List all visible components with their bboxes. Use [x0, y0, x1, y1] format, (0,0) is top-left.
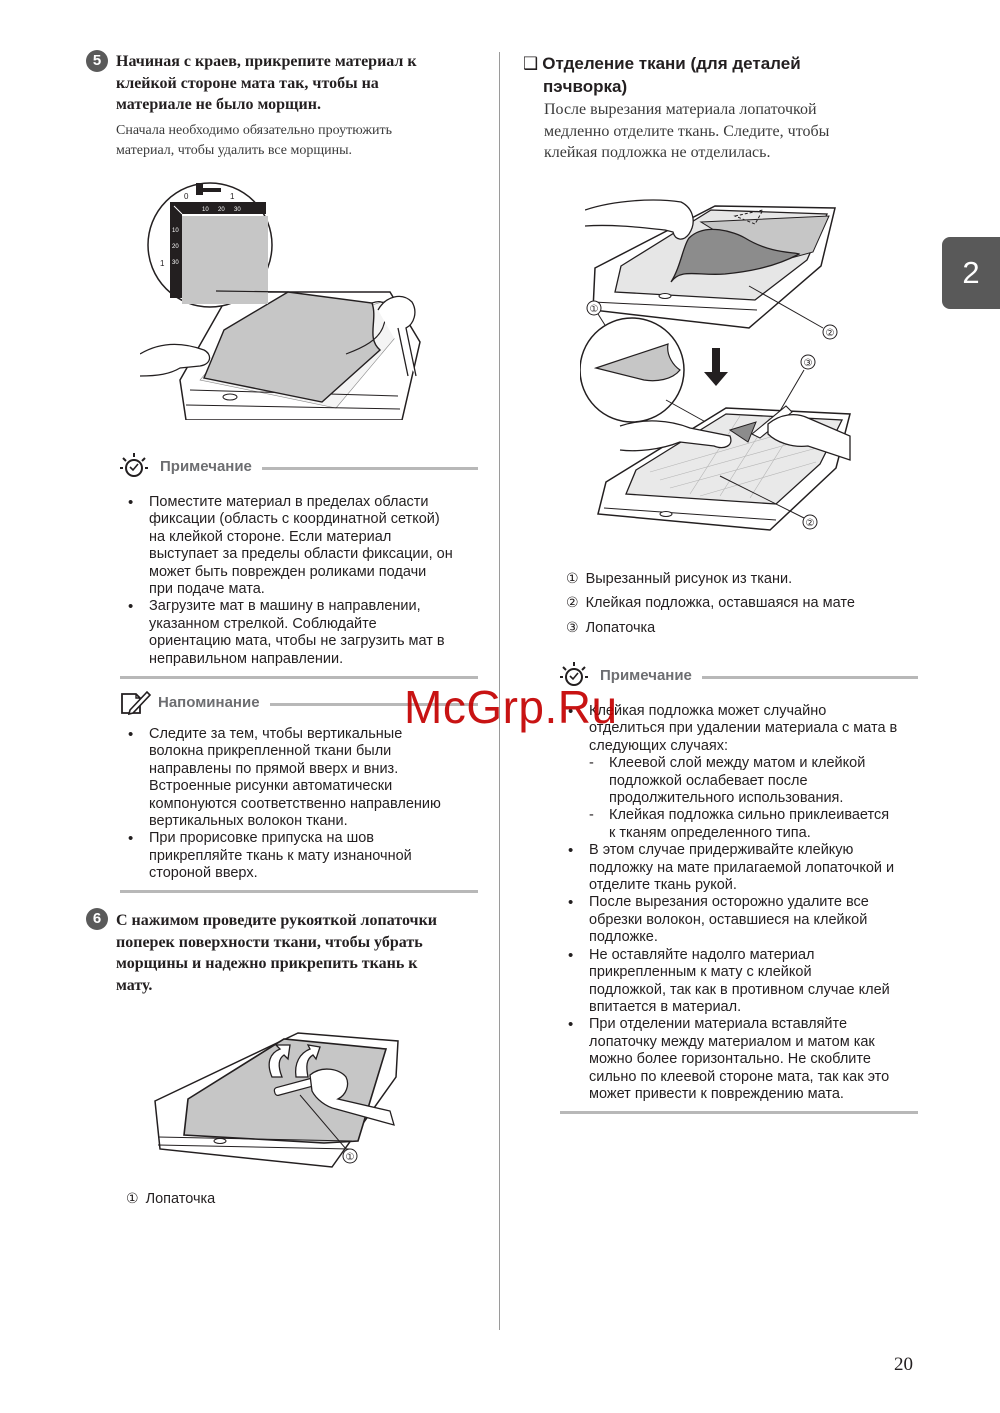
ruler-side: [170, 202, 182, 298]
figure-remove-cut-piece: [580, 300, 860, 550]
reminder-bottom-rule: [120, 890, 478, 893]
note-list-left: [122, 494, 482, 668]
ruler-tick-bar: [196, 183, 203, 195]
sub-list: [589, 755, 922, 842]
reminder-label: Напоминание: [158, 693, 260, 711]
legend-number: ③: [566, 619, 579, 635]
callout-1: ①: [345, 1152, 355, 1163]
chapter-tab[interactable]: 2: [942, 237, 1000, 309]
ruler-label: 30: [234, 207, 241, 213]
section-desc-line: медленно отделите ткань. Следите, чтобы: [544, 122, 830, 140]
note-bottom-rule: [560, 1111, 918, 1114]
lightbulb-icon: [120, 451, 154, 481]
list-line: • При прорисовке припуска на шов: [149, 830, 374, 847]
figure-smooth-fabric: [150, 1025, 420, 1175]
legend-number: ①: [126, 1190, 139, 1206]
step-5-badge: 5: [86, 50, 108, 72]
ruler-label: 0: [184, 192, 189, 201]
list-line: продолжительного использования.: [609, 790, 844, 807]
mat-hole: [214, 1139, 226, 1144]
list-line: может быть поврежден роликами подачи: [149, 563, 427, 580]
list-line: направлены по прямой вверх и вниз.: [149, 760, 399, 777]
watermark: McGrp.Ru: [404, 681, 618, 733]
checkbox-icon: ❑: [523, 54, 539, 73]
list-line: • Не оставляйте надолго материал: [589, 946, 815, 963]
legend-text: Вырезанный рисунок из ткани.: [585, 570, 793, 587]
list-line: - Клейкая подложка сильно приклеивается: [609, 807, 890, 824]
legend-item: [566, 570, 792, 587]
section-description: [544, 99, 944, 164]
list-line: лопаточку между материалом и матом как: [589, 1033, 875, 1050]
list-line: - Клеевой слой между матом и клейкой: [609, 755, 866, 772]
list-item: [562, 894, 922, 946]
list-line: компонуются соответственно направлению: [149, 795, 441, 812]
callout-2: ②: [805, 518, 815, 529]
step-6-title-line: мату.: [116, 976, 153, 994]
list-line: • При отделении материала вставляйте: [589, 1016, 848, 1033]
section-title-text: Отделение ткани (для деталей: [542, 54, 801, 73]
list-line: обрезки волокон, оставшиеся на клейкой: [589, 911, 868, 928]
note-header-left: [120, 453, 478, 479]
step-5-title-line: Начиная с краев, прикрепите материал к: [116, 53, 417, 70]
list-line: следующих случаях:: [589, 737, 729, 754]
list-line: прикрепляйте ткань к мату изнаночной: [149, 847, 412, 864]
legend-text: Лопаточка: [145, 1190, 216, 1207]
list-item: [562, 947, 922, 1017]
down-arrow-icon: [704, 348, 728, 386]
section-title-line: пэчворка): [543, 77, 628, 96]
reminder-list: [122, 726, 482, 883]
list-line: • Поместите материал в пределах области: [149, 494, 429, 510]
list-line: может привести к повреждению мата.: [589, 1085, 844, 1102]
list-line: ориентацию мата, чтобы не загрузить мат в: [149, 633, 445, 650]
note-list-right: [562, 703, 922, 1103]
list-line: волокна прикрепленной ткани были: [149, 743, 392, 760]
step-6-title-line: поперек поверхности ткани, чтобы убрать: [116, 933, 423, 951]
step-6-title: [116, 910, 496, 996]
list-line: при подаче мата.: [149, 581, 265, 598]
sub-list-item: [589, 807, 922, 842]
step-5-title: [116, 51, 496, 116]
legend-text: Лопаточка: [585, 619, 656, 636]
callout-2: ②: [825, 328, 835, 339]
step-6-title-line: С нажимом проведите рукояткой лопаточки: [116, 912, 438, 929]
mat-hole: [659, 294, 671, 299]
list-line: можно более горизонтально. Не скоблите: [589, 1051, 871, 1068]
legend-spatula: [126, 1190, 215, 1207]
note-bottom-rule: [120, 676, 478, 679]
ruler-label: 10: [202, 207, 209, 213]
step-5-title-line: клейкой стороне мата так, чтобы на: [116, 74, 379, 92]
legend-number: ②: [566, 594, 579, 610]
list-line: фиксации (область с координатной сеткой): [149, 511, 440, 528]
step-6-title-line: морщины и надежно прикрепить ткань к: [116, 955, 418, 972]
section-desc-line: клейкая подложка не отделилась.: [544, 144, 771, 161]
note-label: Примечание: [600, 666, 692, 684]
list-line: отделите ткань рукой.: [589, 877, 737, 894]
step-5-desc-line: материал, чтобы удалить все морщины.: [116, 143, 352, 158]
list-line: стороной вверх.: [149, 865, 258, 882]
list-line: • Загрузите мат в машину в направлении,: [149, 598, 421, 615]
list-line: отделиться при удалении материала с мата в: [589, 720, 898, 737]
note-label: Примечание: [160, 457, 252, 475]
list-line: подложке.: [589, 929, 658, 946]
note-rule: [262, 467, 478, 470]
list-item: [122, 830, 482, 882]
legend-item: [566, 594, 855, 611]
list-line: • После вырезания осторожно удалите все: [589, 894, 869, 911]
legend-text: Клейкая подложка, оставшаяся на мате: [585, 594, 855, 611]
sub-list-item: [589, 755, 922, 807]
callout-1: ①: [589, 304, 599, 315]
ruler-label: 10: [172, 228, 179, 234]
notepad-pen-icon: [120, 688, 152, 716]
list-item: [562, 1016, 922, 1103]
list-line: • Клейкая подложка может случайно: [589, 703, 827, 719]
list-line: неправильном направлении.: [149, 650, 344, 667]
page-number: 20: [894, 1354, 913, 1375]
step-5-desc-line: Сначала необходимо обязательно проутюжить: [116, 123, 393, 138]
mat-hole: [223, 394, 237, 400]
callout-3: ③: [803, 358, 813, 369]
list-line: подложкой ослабевает после: [609, 772, 808, 789]
list-line: подложку на мате прилагаемой лопаточкой и: [589, 859, 895, 876]
ruler-label: 30: [172, 260, 179, 266]
legend-item: [566, 619, 655, 636]
mat-hole: [660, 512, 672, 517]
list-line: подложкой, так как в противном случае клей: [589, 981, 890, 998]
step-5-title-line: материале не было морщин.: [116, 96, 321, 113]
section-desc-line: После вырезания материала лопаточкой: [544, 101, 817, 118]
ruler-label: 1: [160, 259, 165, 268]
list-item: [122, 598, 482, 668]
list-line: прикрепленным к мату с клейкой: [589, 964, 812, 981]
ruler-label: 1: [230, 192, 235, 201]
list-line: на клейкой стороне. Если материал: [149, 528, 392, 545]
list-line: вертикальных волокон ткани.: [149, 813, 348, 830]
ruler-label: 20: [218, 207, 225, 213]
list-line: впитается в материал.: [589, 998, 742, 1015]
section-title-line: [523, 52, 923, 75]
list-line: к тканям определенного типа.: [609, 824, 811, 841]
note-rule: [702, 676, 918, 679]
list-line: Встроенные рисунки автоматически: [149, 778, 393, 795]
list-item: [122, 494, 482, 598]
list-line: сильно по клеевой стороне мата, так как это: [589, 1068, 890, 1085]
list-line: • Следите за тем, чтобы вертикальные: [149, 726, 403, 742]
step-6-badge: 6: [86, 908, 108, 930]
list-line: выступает за пределы области фиксации, он: [149, 546, 453, 563]
ruler-label: 20: [172, 244, 179, 250]
figure-attach-fabric: [140, 180, 440, 420]
step-5-description: [116, 121, 496, 161]
list-item: [122, 726, 482, 830]
list-line: указанном стрелкой. Соблюдайте: [149, 615, 377, 632]
ruler-tick-bar: [203, 188, 221, 192]
list-line: • В этом случае придерживайте клейкую: [589, 842, 854, 859]
hand: [585, 200, 693, 239]
section-title: [523, 52, 923, 98]
legend-number: ①: [566, 570, 579, 586]
list-item: [562, 842, 922, 894]
